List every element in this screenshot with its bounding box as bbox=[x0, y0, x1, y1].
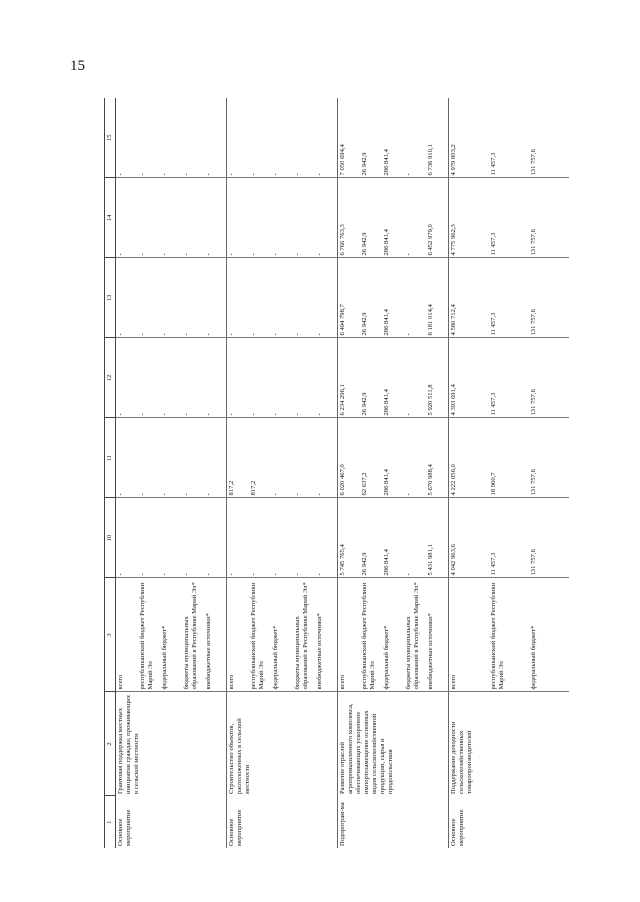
value-cell: 286 841,4 bbox=[382, 498, 404, 578]
value-cell: 5 920 511,8 bbox=[426, 338, 449, 418]
value-cell: - bbox=[315, 258, 338, 338]
value-cell: 817,2 bbox=[249, 418, 271, 498]
header-col-15: 15 bbox=[105, 98, 116, 178]
value-cell: 11 457,3 bbox=[489, 258, 529, 338]
row-category: Основное мероприятие bbox=[449, 796, 570, 848]
value-cell: - bbox=[138, 178, 160, 258]
value-cell: 286 841,4 bbox=[382, 258, 404, 338]
row-title: Развитие отраслей агропромышленного комплекса, обеспечивающих ускоренное импортозамещение основных видов сельскохозяйственной продукции, сырья и продовольствия bbox=[338, 692, 449, 796]
value-cell: - bbox=[293, 498, 315, 578]
value-cell: 131 757,6 bbox=[529, 178, 569, 258]
value-cell: - bbox=[293, 178, 315, 258]
value-cell: - bbox=[116, 338, 139, 418]
value-cell: - bbox=[204, 498, 227, 578]
value-cell: - bbox=[315, 178, 338, 258]
header-col-3: 3 bbox=[105, 578, 116, 692]
value-cell: 6 452 979,0 bbox=[426, 178, 449, 258]
funding-source: республиканский бюджет Республики Марий Эл bbox=[138, 578, 160, 692]
value-cell: - bbox=[271, 98, 293, 178]
page-number: 15 bbox=[70, 58, 85, 74]
value-cell: - bbox=[138, 498, 160, 578]
value-cell: - bbox=[160, 258, 182, 338]
value-cell: 286 841,4 bbox=[382, 178, 404, 258]
value-cell: 11 457,3 bbox=[489, 498, 529, 578]
value-cell: 131 757,6 bbox=[529, 418, 569, 498]
value-cell: - bbox=[293, 418, 315, 498]
budget-table bbox=[104, 98, 569, 848]
value-cell: - bbox=[315, 498, 338, 578]
value-cell: - bbox=[204, 178, 227, 258]
value-cell: - bbox=[116, 178, 139, 258]
funding-source: бюджеты муниципальных образований в Республике Марий Эл* bbox=[182, 578, 204, 692]
value-cell: 4 222 056,0 bbox=[449, 418, 490, 498]
value-cell: - bbox=[249, 98, 271, 178]
row-title: Поддержание доходности сельскохозяйственных товаропроизводителей bbox=[449, 692, 570, 796]
value-cell: - bbox=[182, 98, 204, 178]
value-cell: 62 637,2 bbox=[360, 418, 382, 498]
value-cell: - bbox=[204, 258, 227, 338]
value-cell: - bbox=[315, 338, 338, 418]
value-cell: 6 494 798,7 bbox=[338, 258, 361, 338]
value-cell: - bbox=[293, 338, 315, 418]
funding-source: внебюджетные источники* bbox=[204, 578, 227, 692]
funding-source: республиканский бюджет Республики Марий Эл bbox=[360, 578, 382, 692]
value-cell: 4 580 712,4 bbox=[449, 258, 490, 338]
value-cell: - bbox=[204, 338, 227, 418]
funding-source: внебюджетные источники* bbox=[315, 578, 338, 692]
funding-source: федеральный бюджет* bbox=[382, 578, 404, 692]
funding-source: федеральный бюджет* bbox=[271, 578, 293, 692]
value-cell: 6 181 014,4 bbox=[426, 258, 449, 338]
funding-source: республиканский бюджет Республики Марий Эл bbox=[489, 578, 529, 692]
value-cell: - bbox=[116, 418, 139, 498]
value-cell: - bbox=[182, 178, 204, 258]
value-cell: - bbox=[249, 338, 271, 418]
value-cell: 11 457,3 bbox=[489, 338, 529, 418]
funding-source: республиканский бюджет Республики Марий Эл bbox=[249, 578, 271, 692]
value-cell: 26 942,9 bbox=[360, 258, 382, 338]
value-cell: - bbox=[315, 418, 338, 498]
value-cell: - bbox=[249, 258, 271, 338]
value-cell: 286 841,4 bbox=[382, 98, 404, 178]
value-cell: 11 457,3 bbox=[489, 178, 529, 258]
table-row bbox=[338, 98, 361, 848]
value-cell: 131 757,6 bbox=[529, 338, 569, 418]
rotated-table-wrapper bbox=[104, 98, 569, 848]
value-cell: - bbox=[138, 258, 160, 338]
value-cell: - bbox=[160, 418, 182, 498]
row-category: Подпрограм-ма bbox=[338, 796, 449, 848]
value-cell: - bbox=[227, 178, 250, 258]
value-cell: 6 020 467,0 bbox=[338, 418, 361, 498]
funding-source: всего bbox=[449, 578, 490, 692]
value-cell: 286 841,4 bbox=[382, 418, 404, 498]
funding-source: всего bbox=[116, 578, 139, 692]
value-cell: - bbox=[204, 418, 227, 498]
value-cell: - bbox=[227, 258, 250, 338]
value-cell: - bbox=[160, 338, 182, 418]
table-row bbox=[227, 98, 250, 848]
value-cell: 6 736 910,1 bbox=[426, 98, 449, 178]
value-cell: - bbox=[204, 98, 227, 178]
value-cell: 4 393 691,4 bbox=[449, 338, 490, 418]
funding-source: федеральный бюджет* bbox=[160, 578, 182, 692]
value-cell: - bbox=[404, 498, 426, 578]
value-cell: 4 979 803,2 bbox=[449, 98, 490, 178]
value-cell: 4 775 962,3 bbox=[449, 178, 490, 258]
value-cell: 26 942,9 bbox=[360, 338, 382, 418]
row-category: Основное мероприятие bbox=[117, 809, 133, 846]
value-cell: - bbox=[182, 418, 204, 498]
table-row bbox=[116, 98, 139, 848]
header-col-11: 11 bbox=[105, 418, 116, 498]
value-cell: - bbox=[293, 98, 315, 178]
value-cell: - bbox=[249, 498, 271, 578]
value-cell: 286 841,4 bbox=[382, 338, 404, 418]
funding-source: всего bbox=[227, 578, 250, 692]
value-cell: 26 942,9 bbox=[360, 178, 382, 258]
value-cell: - bbox=[138, 98, 160, 178]
value-cell: - bbox=[271, 498, 293, 578]
value-cell: - bbox=[227, 98, 250, 178]
header-col-14: 14 bbox=[105, 178, 116, 258]
table-header-row bbox=[105, 98, 116, 848]
value-cell: - bbox=[227, 338, 250, 418]
row-title: Грантовая поддержка местных инициатив граждан, проживающих в сельской местности bbox=[117, 695, 141, 794]
value-cell: - bbox=[293, 258, 315, 338]
value-cell: - bbox=[182, 338, 204, 418]
value-cell: 6 766 763,3 bbox=[338, 178, 361, 258]
value-cell: 6 234 296,1 bbox=[338, 338, 361, 418]
value-cell: 131 757,6 bbox=[529, 258, 569, 338]
value-cell: - bbox=[271, 418, 293, 498]
header-col-2: 2 bbox=[105, 692, 116, 796]
funding-source: федеральный бюджет* bbox=[529, 578, 569, 692]
header-col-1: 1 bbox=[105, 796, 116, 848]
funding-source: бюджеты муниципальных образований в Республике Марий Эл* bbox=[293, 578, 315, 692]
value-cell: - bbox=[271, 338, 293, 418]
value-cell: 18 960,7 bbox=[489, 418, 529, 498]
value-cell: 11 457,3 bbox=[489, 98, 529, 178]
value-cell: - bbox=[182, 498, 204, 578]
header-col-12: 12 bbox=[105, 338, 116, 418]
value-cell: - bbox=[227, 498, 250, 578]
value-cell: - bbox=[271, 258, 293, 338]
value-cell: - bbox=[404, 338, 426, 418]
value-cell: 131 757,6 bbox=[529, 498, 569, 578]
value-cell: - bbox=[160, 498, 182, 578]
value-cell: 5 431 981,1 bbox=[426, 498, 449, 578]
value-cell: - bbox=[116, 98, 139, 178]
value-cell: - bbox=[404, 178, 426, 258]
value-cell: - bbox=[249, 178, 271, 258]
value-cell: 5 745 765,4 bbox=[338, 498, 361, 578]
value-cell: - bbox=[116, 498, 139, 578]
value-cell: - bbox=[182, 258, 204, 338]
value-cell: - bbox=[315, 98, 338, 178]
row-category: Основное мероприятие bbox=[227, 796, 338, 848]
value-cell: - bbox=[116, 258, 139, 338]
funding-source: всего bbox=[338, 578, 361, 692]
value-cell: 26 942,9 bbox=[360, 498, 382, 578]
value-cell: 7 050 694,4 bbox=[338, 98, 361, 178]
value-cell: 4 042 963,6 bbox=[449, 498, 490, 578]
value-cell: 26 942,9 bbox=[360, 98, 382, 178]
value-cell: - bbox=[404, 98, 426, 178]
value-cell: - bbox=[160, 98, 182, 178]
value-cell: 131 757,6 bbox=[529, 98, 569, 178]
value-cell: - bbox=[138, 338, 160, 418]
value-cell: 817,2 bbox=[227, 418, 250, 498]
funding-source: внебюджетные источники* bbox=[426, 578, 449, 692]
table-row bbox=[449, 98, 490, 848]
value-cell: - bbox=[404, 418, 426, 498]
value-cell: - bbox=[404, 258, 426, 338]
header-col-13: 13 bbox=[105, 258, 116, 338]
value-cell: - bbox=[271, 178, 293, 258]
value-cell: - bbox=[160, 178, 182, 258]
row-title: Строительство объектов, расположенных в сельской местности bbox=[227, 692, 338, 796]
funding-source: бюджеты муниципальных образований в Республике Марий Эл* bbox=[404, 578, 426, 692]
value-cell: 5 670 988,4 bbox=[426, 418, 449, 498]
table-body bbox=[116, 98, 570, 848]
header-col-10: 10 bbox=[105, 498, 116, 578]
value-cell: - bbox=[138, 418, 160, 498]
